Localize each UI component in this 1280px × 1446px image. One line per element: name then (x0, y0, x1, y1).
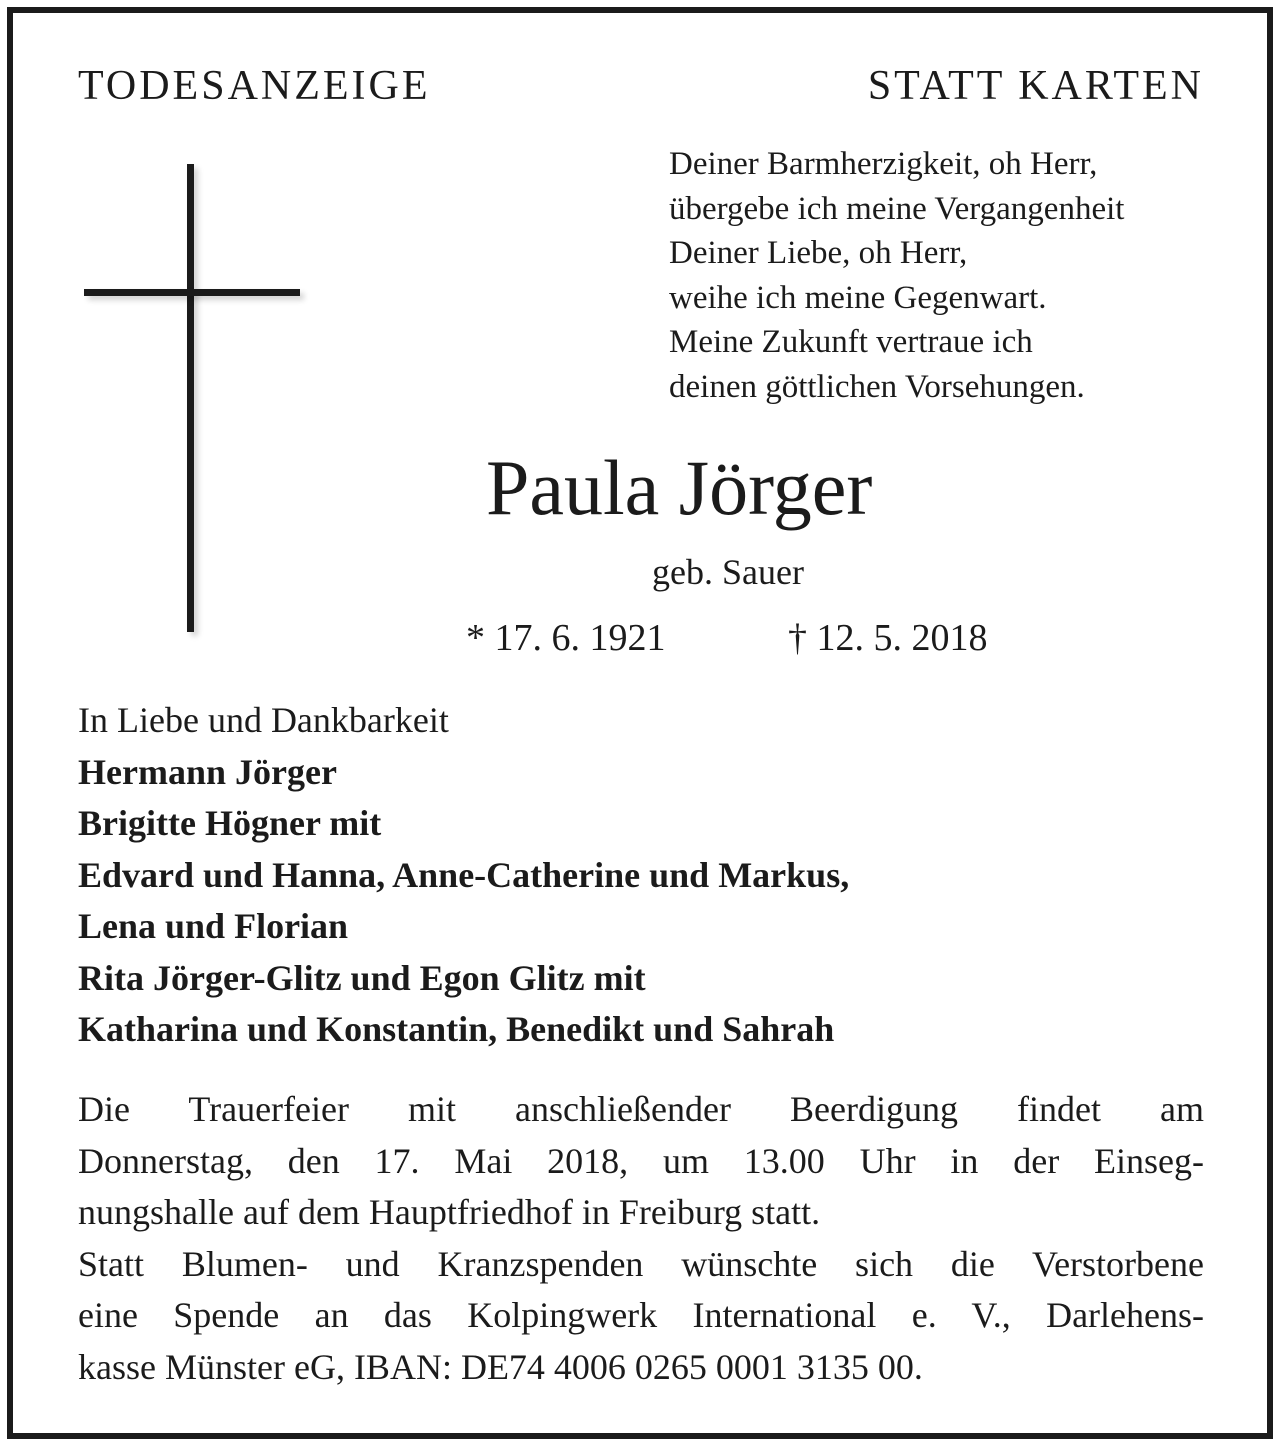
deceased-name: Paula Jörger (486, 444, 873, 531)
family-list (78, 695, 1208, 1056)
notice-line: nungshalle auf dem Hauptfriedhof in Freiburg statt. (78, 1192, 821, 1232)
family-name: Brigitte Högner mit (78, 803, 382, 843)
poem-line: weihe ich meine Gegenwart. (669, 279, 1047, 316)
notice-line: kasse Münster eG, IBAN: DE74 4006 0265 0001 3135 00. (78, 1346, 923, 1387)
notice-line: Statt Blumen- und Kranzspenden wünschte sich die Verstorbene (78, 1243, 1204, 1284)
cross-icon (84, 164, 300, 632)
family-name: Edvard und Hanna, Anne-Catherine und Markus, (78, 854, 850, 895)
death-date: † 12. 5. 2018 (788, 617, 988, 659)
family-name: Hermann Jörger (78, 751, 337, 792)
notice-line: eine Spende an das Kolpingwerk International e. V., Darlehens- (78, 1295, 1204, 1335)
family-name: Rita Jörger-Glitz und Egon Glitz mit (78, 957, 646, 998)
header-right-label: STATT KARTEN (867, 63, 1204, 109)
header-left-label: TODESANZEIGE (78, 63, 431, 109)
poem-line: Deiner Barmherzigkeit, oh Herr, (669, 146, 1098, 182)
funeral-notice (78, 1084, 1204, 1393)
family-name: Lena und Florian (78, 906, 349, 946)
birth-name: geb. Sauer (652, 552, 804, 592)
family-name: Katharina und Konstantin, Benedikt und Sahrah (78, 1009, 835, 1049)
poem-line: Meine Zukunft vertraue ich (669, 324, 1033, 360)
notice-line: Die Trauerfeier mit anschließender Beerdigung findet am (78, 1089, 1204, 1129)
poem (669, 142, 1249, 409)
poem-line: deinen göttlichen Vorsehungen. (669, 368, 1085, 405)
family-intro: In Liebe und Dankbarkeit (78, 700, 449, 740)
poem-line: Deiner Liebe, oh Herr, (669, 235, 968, 271)
birth-date: * 17. 6. 1921 (466, 617, 666, 659)
poem-line: übergebe ich meine Vergangenheit (669, 190, 1125, 227)
notice-line: Donnerstag, den 17. Mai 2018, um 13.00 Uhr in der Einseg- (78, 1140, 1204, 1181)
